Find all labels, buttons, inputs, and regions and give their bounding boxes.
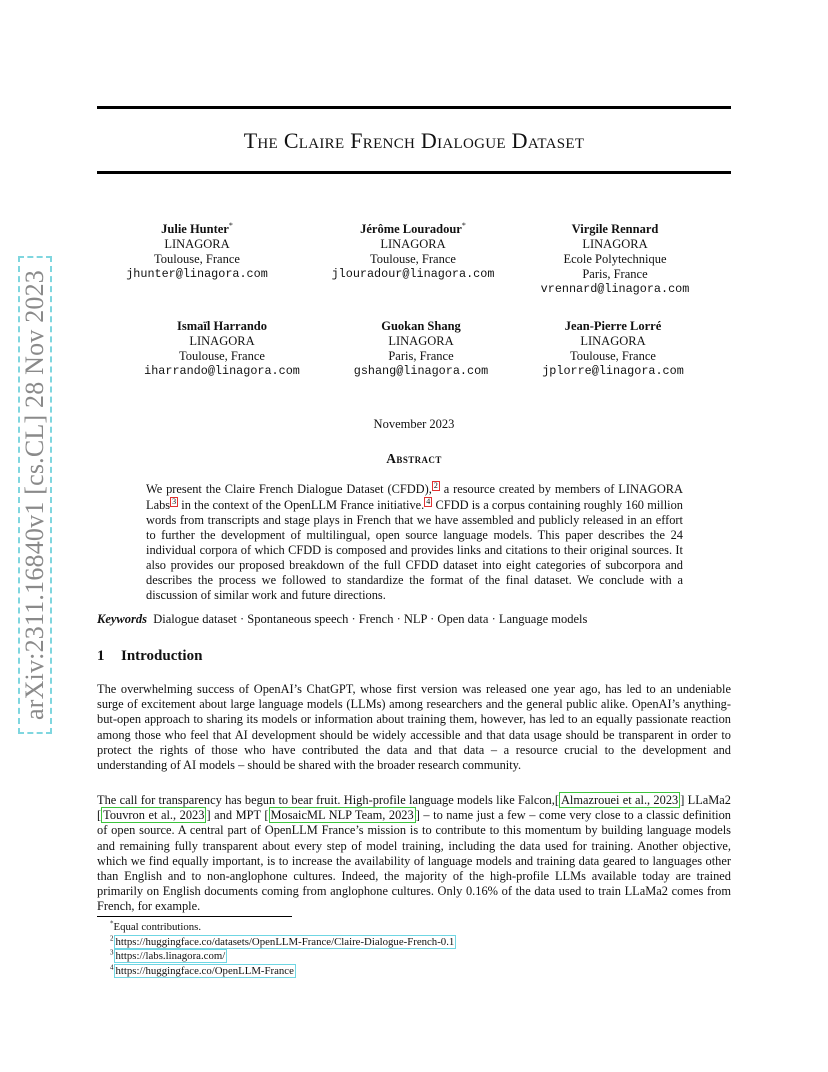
- author-location: Paris, France: [388, 349, 454, 363]
- footnote: $^4$ https://huggingface.co/OpenLLM-France: [110, 963, 294, 977]
- author-location: Toulouse, France: [570, 349, 656, 363]
- footnote-url[interactable]: https://huggingface.co/OpenLLM-France: [115, 964, 294, 977]
- author-email[interactable]: jlouradour@linagora.com: [331, 267, 495, 281]
- author-location: Toulouse, France: [179, 349, 265, 363]
- intro-paragraph: The overwhelming success of OpenAI’s ChatGPT, whose first version was released one year ago, has led to an undeniable surge of excitement about large language models (LLMs) among researchers and the general public alike. OpenAI’s anything-but-open approach to sharing its models or information about training them, however, has led to an equally passionate reaction among those who feel that AI development should be widely accessible and that data usage should be transparent in order to protect the rights of those who have contributed the data and that data – a resource crucial to the development and understanding of AI models – should be shared with the broader research community.: [97, 682, 731, 773]
- author-org: LINAGORA: [388, 334, 454, 348]
- author-name: Jean-Pierre Lorré: [564, 319, 662, 333]
- author-location: Toulouse, France: [370, 252, 456, 266]
- keywords-list: Dialogue dataset · Spontaneous speech · French · NLP · Open data · Language models: [153, 612, 588, 626]
- footnote: *Equal contributions.: [110, 919, 202, 933]
- arxiv-stamp[interactable]: arXiv:2311.16840v1 [cs.CL] 28 Nov 2023: [20, 269, 49, 721]
- author-block: [97, 222, 297, 282]
- footnotes: [110, 920, 456, 978]
- author-email[interactable]: jhunter@linagora.com: [126, 267, 268, 281]
- author-block: [321, 319, 521, 379]
- author-email[interactable]: vrennard@linagora.com: [540, 282, 690, 296]
- author-org: LINAGORA: [380, 237, 446, 251]
- author-affiliation: Ecole Polytechnique: [563, 252, 667, 266]
- footnote-url[interactable]: https://huggingface.co/datasets/OpenLLM-France/Claire-Dialogue-French-0.1: [115, 935, 455, 948]
- author-location: Toulouse, France: [154, 252, 240, 266]
- author-org: LINAGORA: [580, 334, 646, 348]
- keywords-line: [97, 612, 731, 627]
- section-number: 1: [97, 648, 105, 664]
- author-email[interactable]: gshang@linagora.com: [353, 364, 489, 378]
- keywords-label: Keywords: [97, 612, 147, 626]
- footnote-url[interactable]: https://labs.linagora.com/: [115, 950, 226, 963]
- title-rule-top: [97, 106, 731, 109]
- author-org: LINAGORA: [582, 237, 648, 251]
- author-org: LINAGORA: [164, 237, 230, 251]
- author-block: [513, 319, 713, 379]
- author-name: Virgile Rennard: [571, 222, 659, 236]
- author-name: Ismaïl Harrando: [177, 319, 267, 333]
- section-heading: [97, 648, 202, 665]
- author-location: Paris, France: [582, 267, 648, 281]
- publication-date: November 2023: [373, 417, 455, 431]
- abstract-text: We present the Claire French Dialogue Dataset (CFDD), 2 a resource created by members of LINAGORA Labs 3 in the context of the OpenLLM France initiative. 4 CFDD is a corpus containing roughly 160 million words from transcripts and stage plays in French that we have assembled and publicly released in an effort to further the development of multilingual, open source language models. This paper describes the 24 individual corpora of which CFDD is composed and provides links and citations to their original sources. It also provides our proposed breakdown of the full CFDD dataset into eight categories of subcorpora and describes the process we followed to standardize the format of the final dataset. We conclude with a discussion of similar work and future directions.: [146, 481, 683, 602]
- equal-contrib-mark: *: [228, 220, 233, 230]
- section-title: Introduction: [121, 648, 203, 664]
- footnote-link[interactable]: 3: [172, 497, 177, 507]
- author-email[interactable]: jplorre@linagora.com: [542, 364, 684, 378]
- footnote: $^3$ https://labs.linagora.com/: [110, 948, 226, 963]
- author-org: LINAGORA: [189, 334, 255, 348]
- citation-link[interactable]: Almazrouei et al., 2023: [560, 793, 679, 807]
- equal-contrib-mark: *: [461, 220, 466, 230]
- author-block: [122, 319, 322, 379]
- author-email[interactable]: iharrando@linagora.com: [144, 364, 300, 378]
- author-block: [515, 222, 715, 297]
- author-block: [313, 222, 513, 282]
- footnote: $^2$ https://huggingface.co/datasets/OpenLLM-France/Claire-Dialogue-French-0.1: [110, 934, 455, 948]
- author-name: Jérôme Louradour: [360, 222, 462, 236]
- footnote-link[interactable]: 2: [433, 481, 438, 490]
- citation-link[interactable]: MosaicML NLP Team, 2023: [270, 808, 414, 823]
- title-rule-bottom: [97, 171, 731, 174]
- paper-title: The Claire French Dialogue Dataset: [243, 128, 585, 153]
- abstract-heading: Abstract: [386, 451, 442, 466]
- footnote-rule: [97, 916, 292, 917]
- author-name: Julie Hunter: [161, 222, 229, 236]
- intro-paragraph: The call for transparency has begun to bear fruit. High-profile language models like Falcon,[ Almazrouei et al., 2023 ] LLaMa2 [ Touvron et al., 2023 ] and MPT [ MosaicML NLP Team, 2023 ] – to name just a few – come very close to a classic definition of open source. A central part of OpenLLM France’s mission is to contribute to this momentum by building language models and remaining fully transparent about every step of model training, including the data used for training. Another objective, which we find equally important, is to increase the availability of language models and training data geared to languages other than English and to non-anglophone cultures. Indeed, the majority of the high-profile LLMs available today are trained primarily on English documents coming from anglophone cultures. Only 0.16% of the data used to train LLaMa2 comes from French, for example.: [97, 793, 731, 914]
- author-name: Guokan Shang: [381, 319, 461, 333]
- citation-link[interactable]: Touvron et al., 2023: [103, 808, 205, 823]
- footnote-link[interactable]: 4: [426, 497, 431, 507]
